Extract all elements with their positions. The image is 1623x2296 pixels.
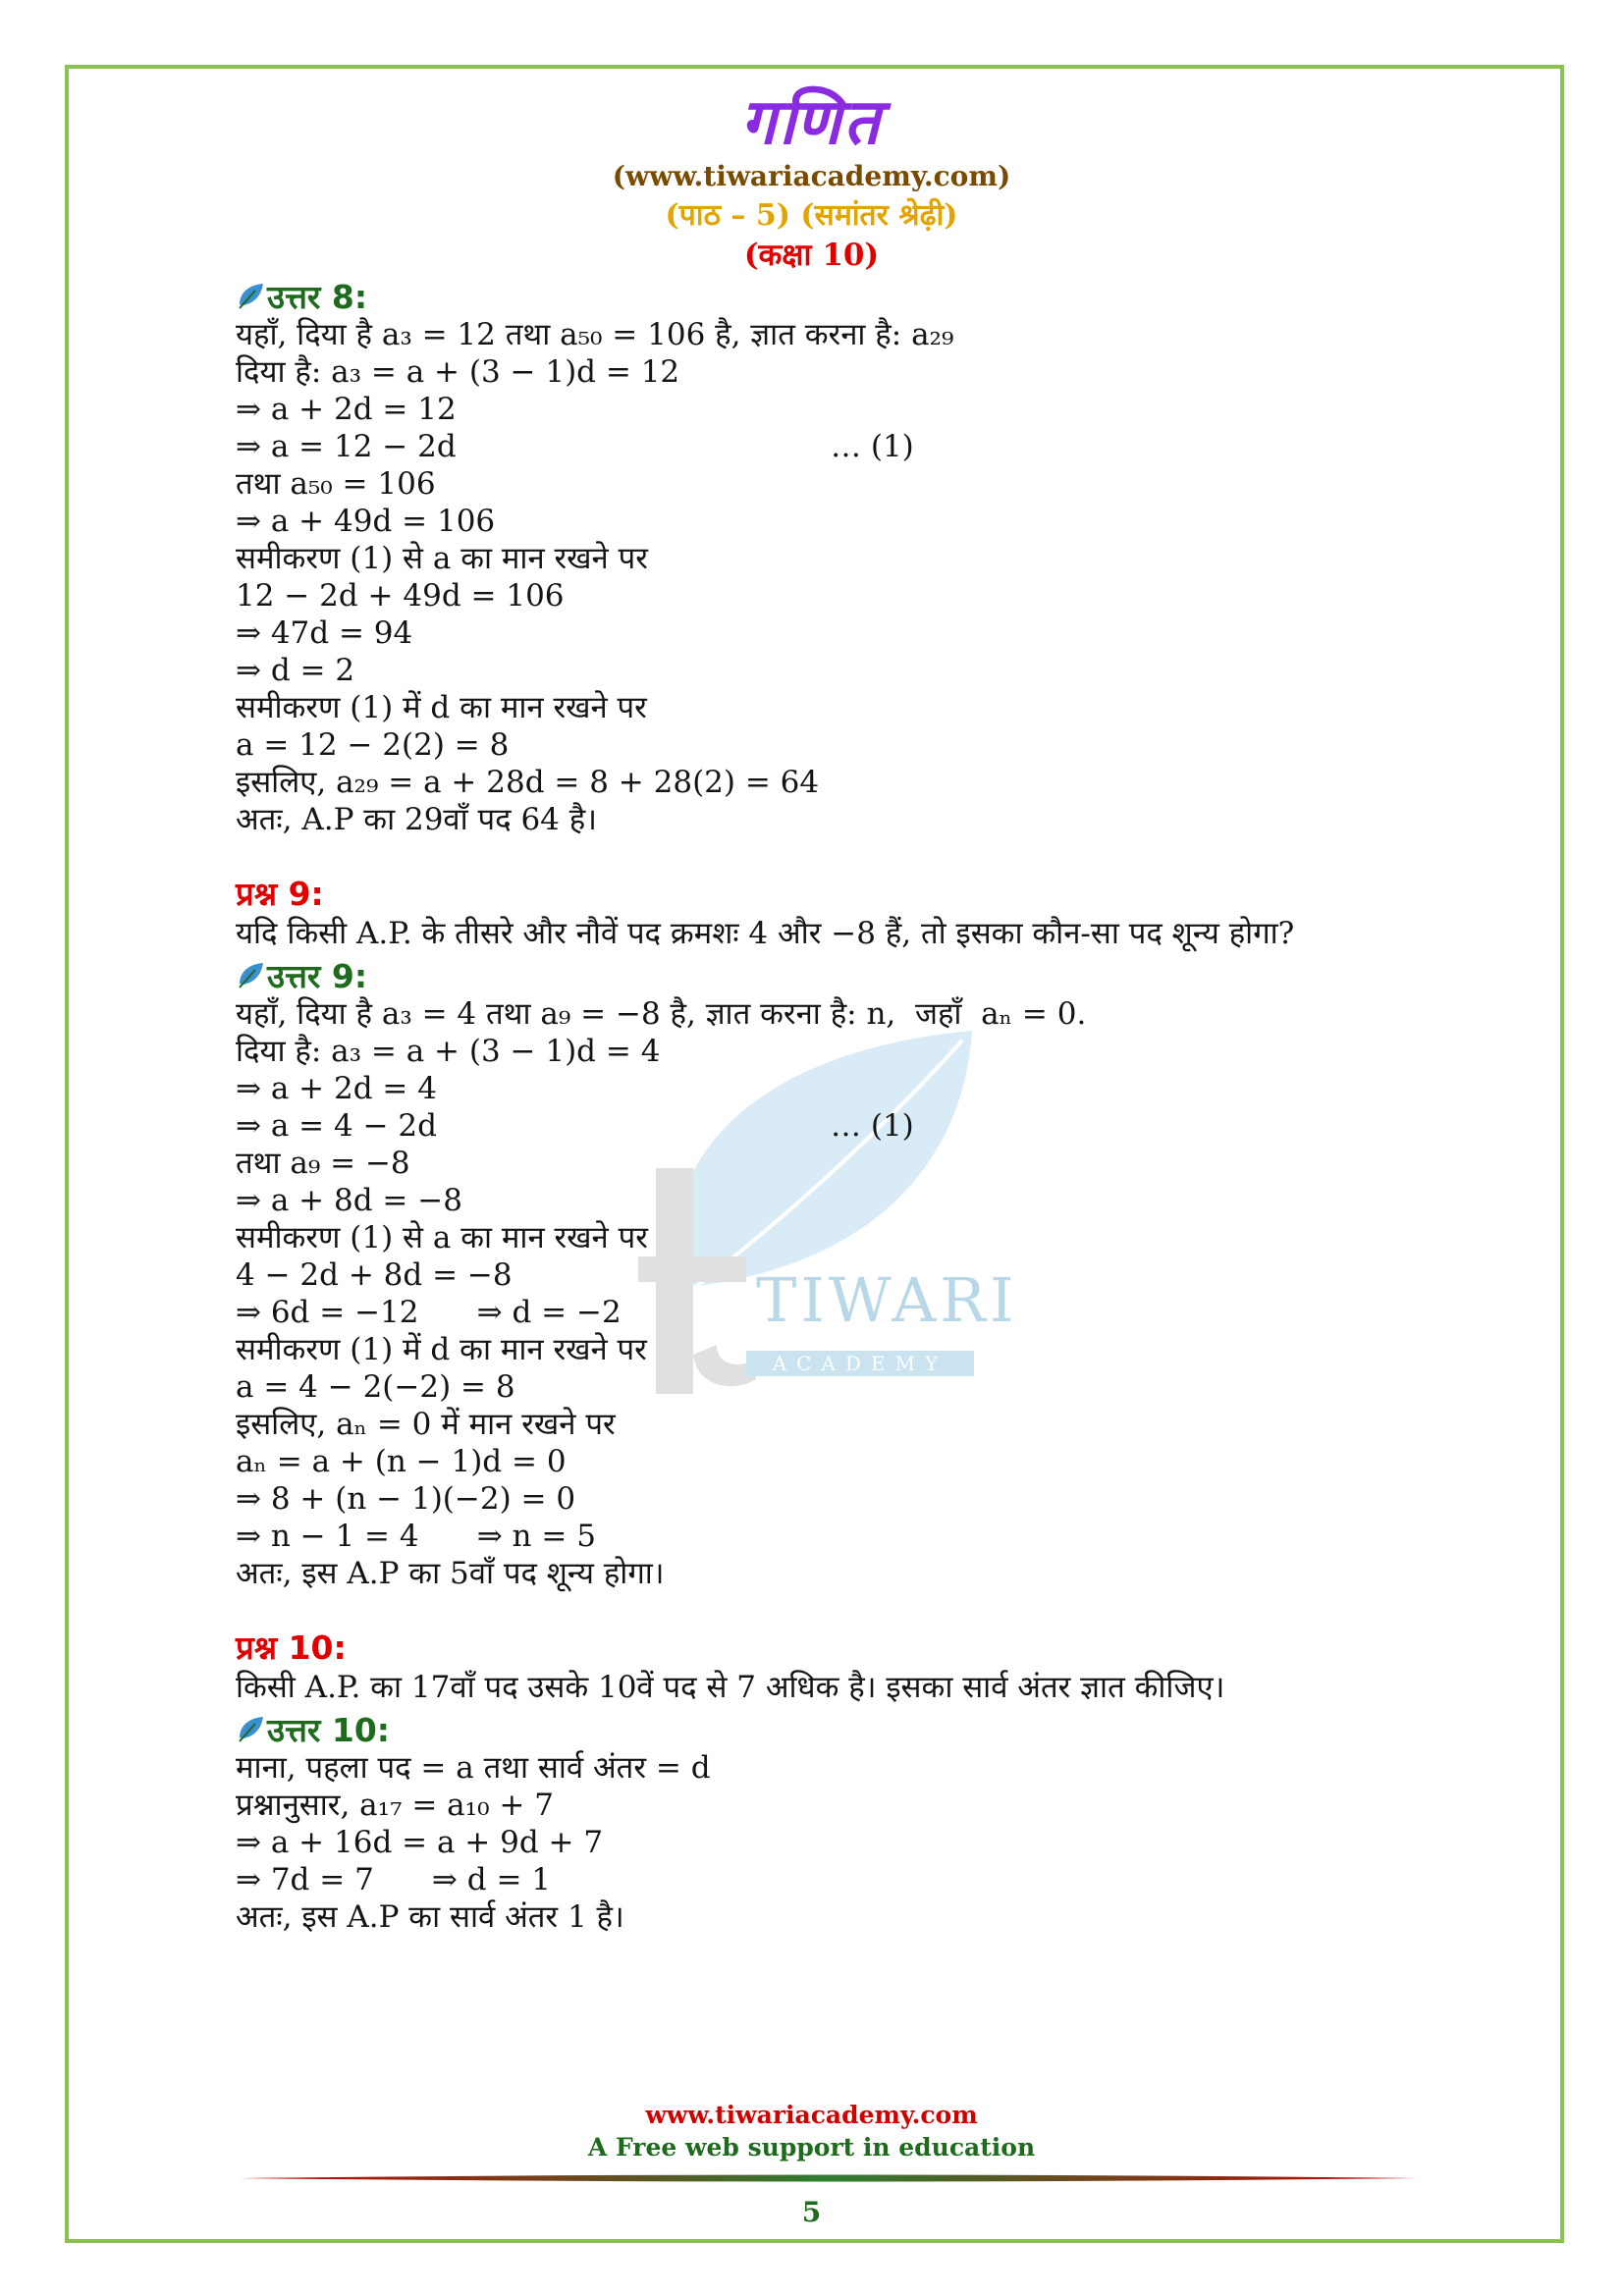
watermark-sub: ACADEMY <box>746 1351 974 1376</box>
answer-10-line: प्रश्नानुसार, a₁₇ = a₁₀ + 7 <box>236 1788 554 1823</box>
answer-9-line: इसलिए, aₙ = 0 में मान रखने पर <box>236 1407 616 1442</box>
answer-8-heading: उत्तर 8: <box>236 275 1473 316</box>
answer-8-line: अतः, A.P का 29वाँ पद 64 है। <box>236 802 597 837</box>
footer-divider <box>240 2173 1418 2183</box>
answer-10-line: माना, पहला पद = a तथा सार्व अंतर = d <box>236 1750 711 1786</box>
answer-9-line: a = 4 − 2(−2) = 8 <box>236 1369 515 1405</box>
answer-8-line: दिया है: a₃ = a + (3 − 1)d = 12 <box>236 354 680 390</box>
answer-9-line: समीकरण (1) से a का मान रखने पर <box>236 1220 648 1255</box>
question-10-text: किसी A.P. का 17वाँ पद उसके 10वें पद से 7 अधिक है। इसका सार्व अंतर ज्ञात कीजिए। <box>236 1670 1225 1705</box>
answer-9-line: ⇒ a + 2d = 4 <box>236 1071 437 1106</box>
leaf-icon <box>236 960 265 989</box>
answer-8-line: ⇒ d = 2 <box>236 653 355 688</box>
class-label: (कक्षा 10) <box>743 238 880 273</box>
answer-8-line: ⇒ 47d = 94 <box>236 615 413 651</box>
answer-9-line: समीकरण (1) में d का मान रखने पर <box>236 1332 647 1367</box>
watermark-name: TIWARI <box>756 1264 1018 1336</box>
main-content <box>236 275 1473 1936</box>
equation-ref: … (1) <box>831 1108 914 1144</box>
footer-url: www.tiwariacademy.com <box>645 2101 978 2129</box>
page-number: 5 <box>801 2196 822 2228</box>
answer-8-line: ⇒ a + 2d = 12 <box>236 392 457 427</box>
answer-9-line: ⇒ a + 8d = −8 <box>236 1183 462 1218</box>
answer-8-line: समीकरण (1) में d का मान रखने पर <box>236 690 647 725</box>
answer-8-line: 12 − 2d + 49d = 106 <box>236 578 565 614</box>
answer-8-line: a = 12 − 2(2) = 8 <box>236 727 510 763</box>
answer-10-heading: उत्तर 10: <box>236 1708 1473 1749</box>
answer-9-line: ⇒ 6d = −12 ⇒ d = −2 <box>236 1295 622 1330</box>
question-10-heading: प्रश्न 10: <box>236 1628 347 1667</box>
answer-8-line: तथा a₅₀ = 106 <box>236 466 436 502</box>
answer-8-line: समीकरण (1) से a का मान रखने पर <box>236 541 648 576</box>
answer-10-line: ⇒ 7d = 7 ⇒ d = 1 <box>236 1862 552 1897</box>
question-9-heading: प्रश्न 9: <box>236 874 324 913</box>
answer-8-line: इसलिए, a₂₉ = a + 28d = 8 + 28(2) = 64 <box>236 765 820 800</box>
answer-9-line: 4 − 2d + 8d = −8 <box>236 1257 513 1293</box>
answer-9-heading: उत्तर 9: <box>236 954 1473 995</box>
answer-9-line: aₙ = a + (n − 1)d = 0 <box>236 1444 567 1479</box>
leaf-icon <box>236 1714 265 1743</box>
leaf-icon <box>236 281 265 310</box>
answer-10-line: अतः, इस A.P का सार्व अंतर 1 है। <box>236 1899 624 1935</box>
answer-8-line: ⇒ a + 49d = 106 <box>236 504 496 539</box>
answer-9-line: ⇒ a = 4 − 2d … (1) <box>236 1108 914 1144</box>
footer-tagline: A Free web support in education <box>587 2133 1036 2162</box>
answer-8-line: यहाँ, दिया है a₃ = 12 तथा a₅₀ = 106 है, ज्ञात करना है: a₂₉ <box>236 317 954 352</box>
answer-9-line: अतः, इस A.P का 5वाँ पद शून्य होगा। <box>236 1556 665 1591</box>
question-9-text: यदि किसी A.P. के तीसरे और नौवें पद क्रमशः 4 और −8 हैं, तो इसका कौन-सा पद शून्य होगा? <box>236 916 1295 951</box>
answer-9-line: ⇒ 8 + (n − 1)(−2) = 0 <box>236 1481 576 1517</box>
page-title: गणित <box>740 86 883 159</box>
answer-9-line: दिया है: a₃ = a + (3 − 1)d = 4 <box>236 1034 661 1069</box>
answer-9-line: तथा a₉ = −8 <box>236 1146 410 1181</box>
header-website: (www.tiwariacademy.com) <box>612 160 1011 192</box>
chapter-label: (पाठ – 5) (समांतर श्रेढ़ी) <box>665 198 958 233</box>
answer-10-line: ⇒ a + 16d = a + 9d + 7 <box>236 1825 604 1860</box>
answer-9-line: ⇒ n − 1 = 4 ⇒ n = 5 <box>236 1519 596 1554</box>
equation-ref: … (1) <box>831 429 914 464</box>
answer-8-line: ⇒ a = 12 − 2d … (1) <box>236 429 914 464</box>
answer-9-line: यहाँ, दिया है a₃ = 4 तथा a₉ = −8 है, ज्ञात करना है: n, जहाँ aₙ = 0. <box>236 996 1087 1032</box>
